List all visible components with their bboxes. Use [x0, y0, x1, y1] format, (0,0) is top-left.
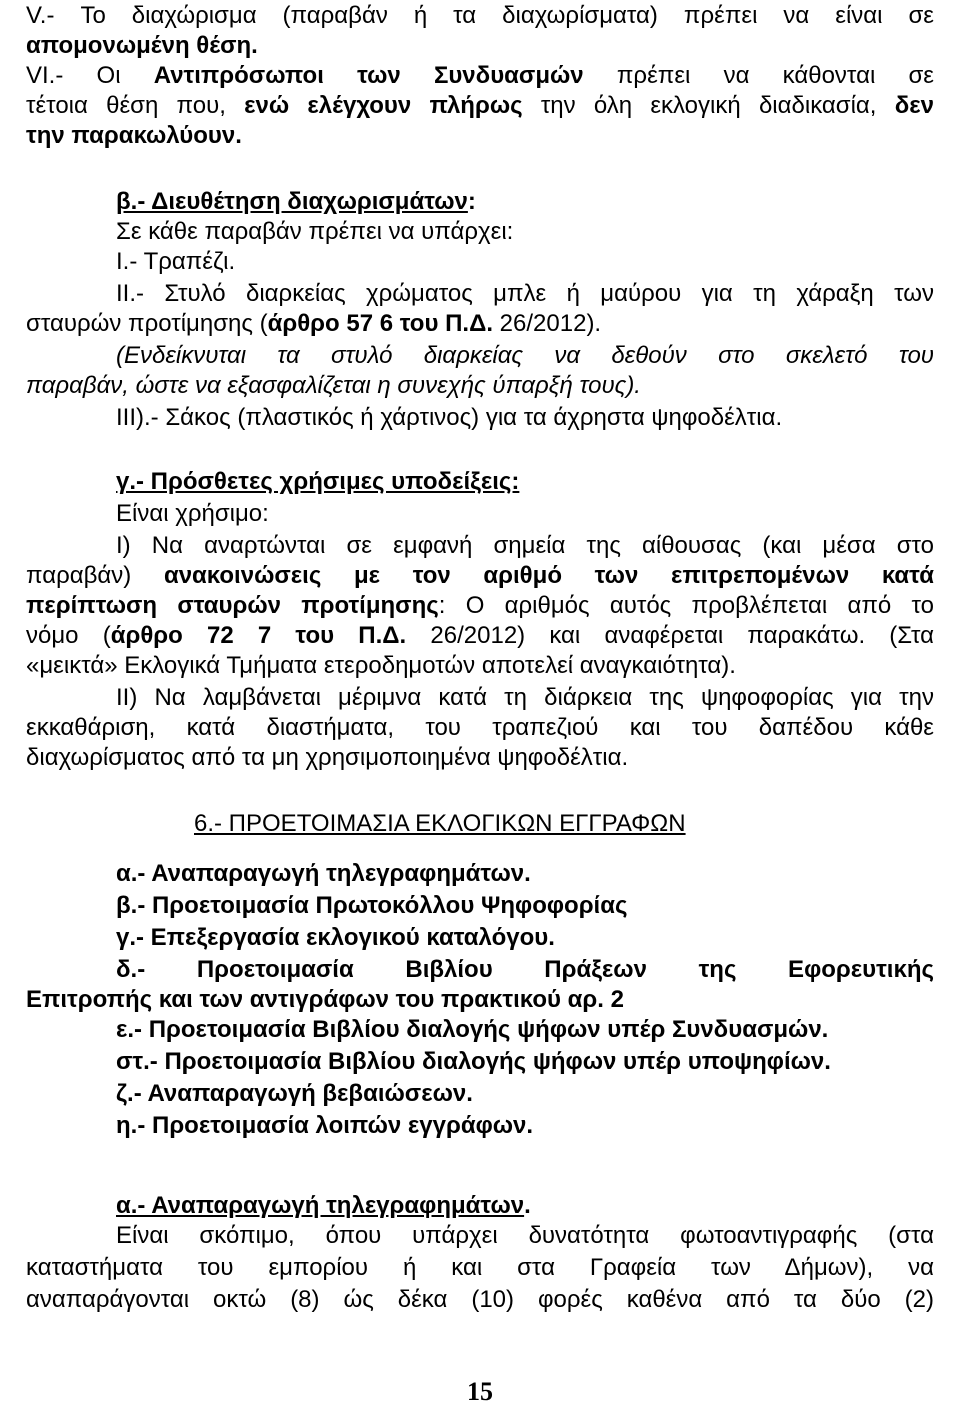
list-item: β.- Προετοιμασία Πρωτοκόλλου Ψηφοφορίας — [116, 892, 628, 919]
list-item: α.- Αναπαραγωγή τηλεγραφημάτων. — [116, 860, 531, 887]
text-line: περίπτωση σταυρών προτίμησης: Ο αριθμός αυτός προβλέπεται από το — [26, 592, 934, 619]
text-line: (Ενδείκνυται τα στυλό διαρκείας να δεθούν στο σκελετό του — [116, 342, 934, 369]
text-line: ΙΙΙ).- Σάκος (πλαστικός ή χάρτινος) για τα άχρηστα ψηφοδέλτια. — [116, 404, 783, 431]
text-line: Σε κάθε παραβάν πρέπει να υπάρχει: — [116, 218, 514, 245]
section-title: 6.- ΠΡΟΕΤΟΙΜΑΣΙΑ ΕΚΛΟΓΙΚΩΝ ΕΓΓΡΑΦΩΝ — [194, 810, 686, 837]
text-line: VI.- Οι Αντιπρόσωποι των Συνδυασμών πρέπει να κάθονται σε — [26, 62, 934, 89]
text-line: εκκαθάριση, κατά διαστήματα, του τραπεζιού και του δαπέδου κάθε — [26, 714, 934, 741]
section-heading: α.- Αναπαραγωγή τηλεγραφημάτων. — [116, 1192, 531, 1219]
text-line: καταστήματα του εμπορίου ή και στα Γραφεία των Δήμων), να — [26, 1254, 934, 1281]
text-line: διαχωρίσματος από τα μη χρησιμοποιημένα ψηφοδέλτια. — [26, 744, 629, 771]
text-line: αναπαράγονται οκτώ (8) ώς δέκα (10) φορές καθένα από τα δύο (2) — [26, 1286, 934, 1313]
text-line: τέτοια θέση που, ενώ ελέγχουν πλήρως την όλη εκλογική διαδικασία, δεν — [26, 92, 935, 119]
list-item: γ.- Επεξεργασία εκλογικού καταλόγου. — [116, 924, 555, 951]
text-line: σταυρών προτίμησης (άρθρο 57 6 του Π.Δ. 26/2012). — [26, 310, 602, 337]
text-line: ΙΙ.- Στυλό διαρκείας χρώματος μπλε ή μαύρου για τη χάραξη των — [116, 280, 934, 307]
list-item: η.- Προετοιμασία λοιπών εγγράφων. — [116, 1112, 534, 1139]
page-number: 15 — [467, 1377, 493, 1406]
text-line: Είναι σκόπιμο, όπου υπάρχει δυνατότητα φωτοαντιγραφής (στα — [116, 1222, 934, 1249]
list-item: Επιτροπής και των αντιγράφων του πρακτικού αρ. 2 — [26, 986, 624, 1013]
text-line: παραβάν) ανακοινώσεις με τον αριθμό των επιτρεπομένων κατά — [26, 562, 934, 589]
list-item: στ.- Προετοιμασία Βιβλίου διαλογής ψήφων υπέρ υποψηφίων. — [116, 1048, 831, 1075]
section-heading: β.- Διευθέτηση διαχωρισμάτων: — [116, 188, 476, 215]
text-line: την παρακωλύουν. — [26, 122, 242, 149]
section-heading: γ.- Πρόσθετες χρήσιμες υποδείξεις: — [116, 468, 520, 495]
text-line: ΙΙ) Να λαμβάνεται μέριμνα κατά τη διάρκεια της ψηφοφορίας για την — [116, 684, 934, 711]
text-line: V.- Το διαχώρισμα (παραβάν ή τα διαχωρίσματα) πρέπει να είναι σε — [26, 2, 934, 29]
text-line: νόμο (άρθρο 72 7 του Π.Δ. 26/2012) και αναφέρεται παρακάτω. (Στα — [26, 622, 934, 649]
text-line: Ι.- Τραπέζι. — [116, 248, 236, 275]
list-item: δ.- Προετοιμασία Βιβλίου Πράξεων της Εφορευτικής — [116, 956, 934, 983]
text-line: απομονωμένη θέση. — [26, 32, 258, 59]
text-line: Ι) Να αναρτώνται σε εμφανή σημεία της αίθουσας (και μέσα στο — [116, 532, 934, 559]
text-line: Είναι χρήσιμο: — [116, 500, 269, 527]
text-line: παραβάν, ώστε να εξασφαλίζεται η συνεχής ύπαρξή τους). — [26, 372, 641, 399]
list-item: ζ.- Αναπαραγωγή βεβαιώσεων. — [116, 1080, 473, 1107]
text-line: «μεικτά» Εκλογικά Τμήματα ετεροδημοτών αποτελεί αναγκαιότητα). — [26, 652, 736, 679]
list-item: ε.- Προετοιμασία Βιβλίου διαλογής ψήφων υπέρ Συνδυασμών. — [116, 1016, 829, 1043]
